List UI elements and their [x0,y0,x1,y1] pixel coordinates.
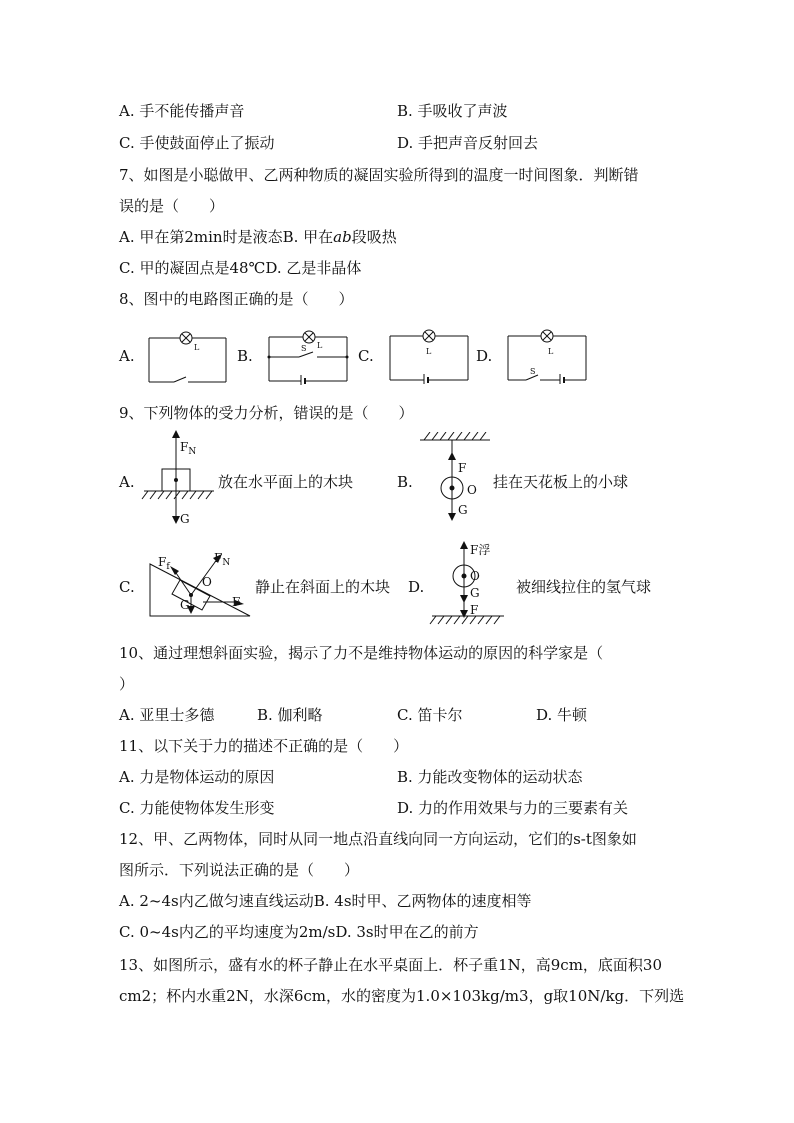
center-o-b: O [467,483,477,497]
q10-option-b: B. 伽利略 [257,706,323,724]
lamp-label-d: L [548,347,554,356]
q9-label-c: C. [119,578,135,596]
lamp-label-a: L [194,343,200,352]
q7-ab-post: 段吸热 [351,228,397,246]
lamp-label-b: L [317,341,323,350]
q8-label-a: A. [119,347,135,365]
center-o-c: O [202,575,212,589]
q8-label-d: D. [476,347,493,365]
q9-stem: 9、下列物体的受力分析，错误的是（ ） [119,404,414,422]
circuit-diagram-d [504,324,590,384]
q8-label-c: C. [358,347,374,365]
q9-label-b: B. [397,473,413,491]
circuit-diagram-a [144,326,230,386]
force-f-c: F [232,595,241,609]
q9-desc-d: 被细线拉住的氢气球 [516,578,652,596]
force-g-d: G [470,586,480,600]
q7-options-cd: C. 甲的凝固点是48℃D. 乙是非晶体 [119,259,362,277]
q9-desc-b: 挂在天花板上的小球 [493,473,629,491]
q7-stem-line1: 7、如图是小聪做甲、乙两种物质的凝固实验所得到的温度一时间图象．判断错 [119,166,639,184]
force-diagram-a [140,425,220,529]
force-diagram-c [146,540,252,620]
force-g-b: G [458,503,468,517]
center-o-d: O [470,569,480,583]
force-f-d: F [470,603,479,617]
q6-option-c: C. 手使鼓面停止了振动 [119,134,275,152]
switch-label-b: S [301,344,307,353]
q6-option-b: B. 手吸收了声波 [397,102,508,120]
q11-option-a: A. 力是物体运动的原因 [119,768,275,786]
q11-option-d: D. 力的作用效果与力的三要素有关 [397,799,629,817]
force-float-d: F浮 [470,543,491,557]
force-fn-a: $F_N$ [180,440,197,457]
q12-stem-line1: 12、甲、乙两物体，同时从同一地点沿直线向同一方向运动，它们的s-t图象如 [119,830,637,848]
q9-desc-a: 放在水平面上的木块 [218,473,354,491]
q10-stem-line1: 10、通过理想斜面实验，揭示了力不是维持物体运动的原因的科学家是（ [119,644,604,662]
circuit-diagram-c [386,324,472,384]
q12-stem-line2: 图所示．下列说法正确的是（ ） [119,861,360,879]
force-ff-c: $F_f$ [158,555,170,572]
force-diagram-b [418,432,494,524]
q13-stem-line1: 13、如图所示，盛有水的杯子静止在水平桌面上．杯子重1N，高9cm，底面积30 [119,956,663,974]
q9-label-a: A. [119,473,135,491]
q7-stem-line2: 误的是（ ） [119,197,225,215]
q12-options-ab: A. 2~4s内乙做匀速直线运动B. 4s时甲、乙两物体的速度相等 [119,892,532,910]
q7-ab-pre: A. 甲在第2min时是液态B. 甲在 [119,228,334,246]
q10-stem-line2: ） [119,675,135,693]
q9-label-d: D. [408,578,425,596]
q12-options-cd: C. 0~4s内乙的平均速度为2m/sD. 3s时甲在乙的前方 [119,923,479,941]
junction-dot [346,356,349,359]
junction-dot [268,356,271,359]
force-f-b: F [458,461,467,475]
q13-stem-line2: cm2；杯内水重2N，水深6cm，水的密度为1.0×103kg/m3，g取10N/kg．下列选 [119,987,685,1005]
force-diagram-d [428,536,510,628]
q8-stem: 8、图中的电路图正确的是（ ） [119,290,354,308]
q11-stem: 11、以下关于力的描述不正确的是（ ） [119,737,409,755]
q11-option-b: B. 力能改变物体的运动状态 [397,768,583,786]
force-fn-c: $F_N$ [214,551,231,568]
q11-option-c: C. 力能使物体发生形变 [119,799,275,817]
q8-label-b: B. [237,347,253,365]
q10-option-a: A. 亚里士多德 [119,706,215,724]
q10-option-c: C. 笛卡尔 [397,706,463,724]
switch-label-d: S [530,367,536,376]
q10-option-d: D. 牛顿 [536,706,588,724]
q9-desc-c: 静止在斜面上的木块 [255,578,391,596]
force-g-c: G [180,598,190,612]
q7-options-ab [119,227,397,247]
q7-ab-em: ab [333,228,352,246]
q6-option-d: D. 手把声音反射回去 [397,134,539,152]
lamp-label-c: L [426,347,432,356]
circuit-diagram-b [263,323,353,385]
q6-option-a: A. 手不能传播声音 [119,102,245,120]
force-g-a: G [180,512,190,526]
